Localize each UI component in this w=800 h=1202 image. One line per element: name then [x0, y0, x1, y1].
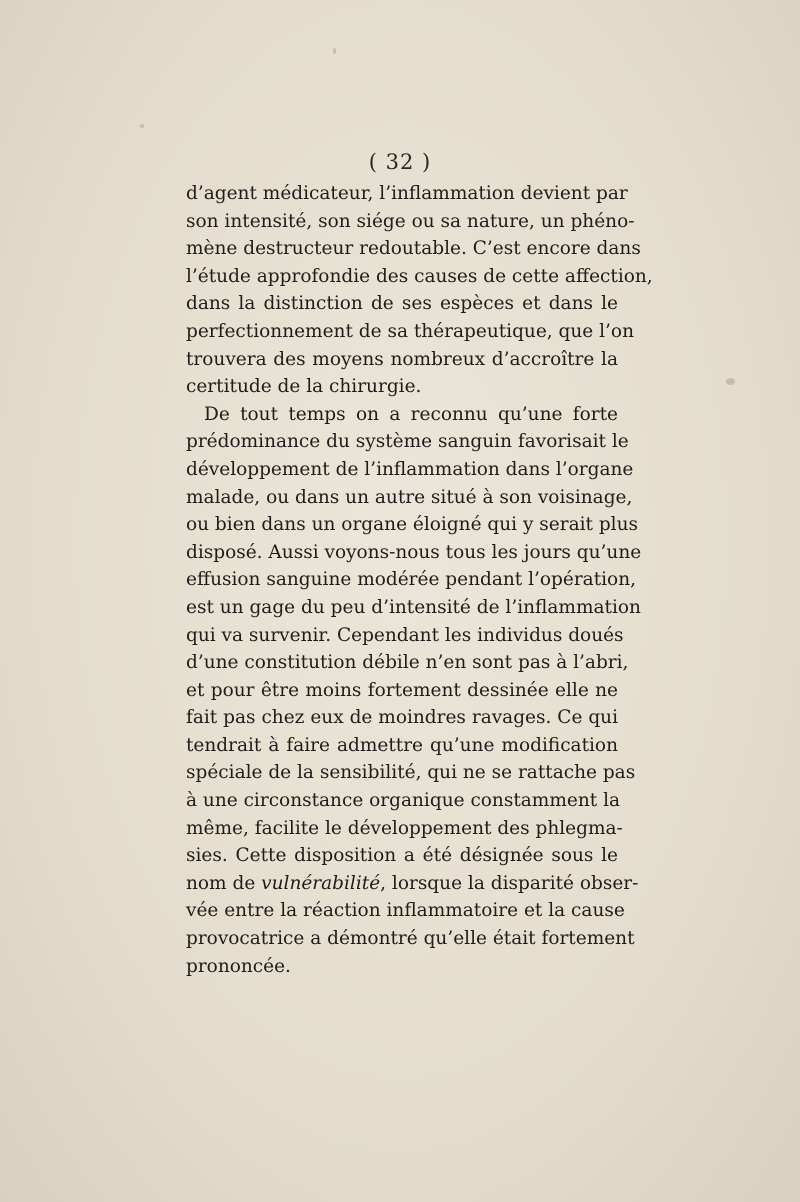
- text-line: effusion sanguine modérée pendant l’opération,: [186, 569, 636, 591]
- text-line: ou bien dans un organe éloigné qui y serait plus: [186, 514, 639, 536]
- text-line: tendrait à faire admettre qu’une modification: [186, 734, 618, 756]
- text-line: d’agent médicateur, l’inflammation devient par: [186, 183, 628, 204]
- italic-term: vulnérabilité: [261, 872, 381, 894]
- text-line: son intensité, son siége ou sa nature, un phéno-: [186, 210, 635, 232]
- text-line: fait pas chez eux de moindres ravages. Ce qui: [186, 707, 618, 729]
- paper-spot: [726, 378, 735, 385]
- text-fragment: , lorsque la disparité obser-: [380, 872, 639, 894]
- text-line: disposé. Aussi voyons-nous tous les jours qu’une: [186, 541, 642, 563]
- page-number: ( 32 ): [368, 150, 432, 174]
- text-line: même, facilite le développement des phlegma-: [186, 817, 623, 839]
- text-line: perfectionnement de sa thérapeutique, que l’on: [186, 320, 634, 342]
- text-line: malade, ou dans un autre situé à son voisinage,: [186, 486, 633, 508]
- text-line: dans la distinction de ses espèces et dans le: [186, 293, 618, 315]
- text-line: l’étude approfondie des causes de cette affection,: [186, 265, 653, 287]
- text-line: spéciale de la sensibilité, qui ne se rattache pas: [186, 762, 636, 784]
- text-line: [186, 870, 639, 898]
- paper-spot: [140, 124, 144, 128]
- text-line: et pour être moins fortement dessinée elle ne: [186, 679, 618, 701]
- text-line: est un gage du peu d’intensité de l’inflammation: [186, 596, 641, 618]
- text-fragment: nom de: [186, 872, 262, 894]
- text-line: prédominance du système sanguin favorisait le: [186, 431, 629, 453]
- text-line: provocatrice a démontré qu’elle était fortement: [186, 928, 635, 950]
- text-line: sies. Cette disposition a été désignée sous le: [186, 845, 618, 867]
- text-line: De tout temps on a reconnu qu’une forte: [204, 403, 618, 425]
- text-line: à une circonstance organique constamment la: [186, 790, 621, 812]
- text-line: mène destructeur redoutable. C’est encore dans: [186, 238, 641, 260]
- text-line: vée entre la réaction inflammatoire et la cause: [186, 900, 625, 922]
- text-line: trouvera des moyens nombreux d’accroître la: [186, 348, 618, 370]
- body-text: [186, 180, 653, 980]
- text-line: prononcée.: [186, 955, 291, 977]
- text-line: certitude de la chirurgie.: [186, 376, 422, 398]
- text-line: d’une constitution débile n’en sont pas à l’abri,: [186, 652, 629, 674]
- paper-spot: [333, 48, 336, 54]
- text-line: développement de l’inflammation dans l’organe: [186, 458, 634, 480]
- text-line: qui va survenir. Cependant les individus doués: [186, 624, 624, 646]
